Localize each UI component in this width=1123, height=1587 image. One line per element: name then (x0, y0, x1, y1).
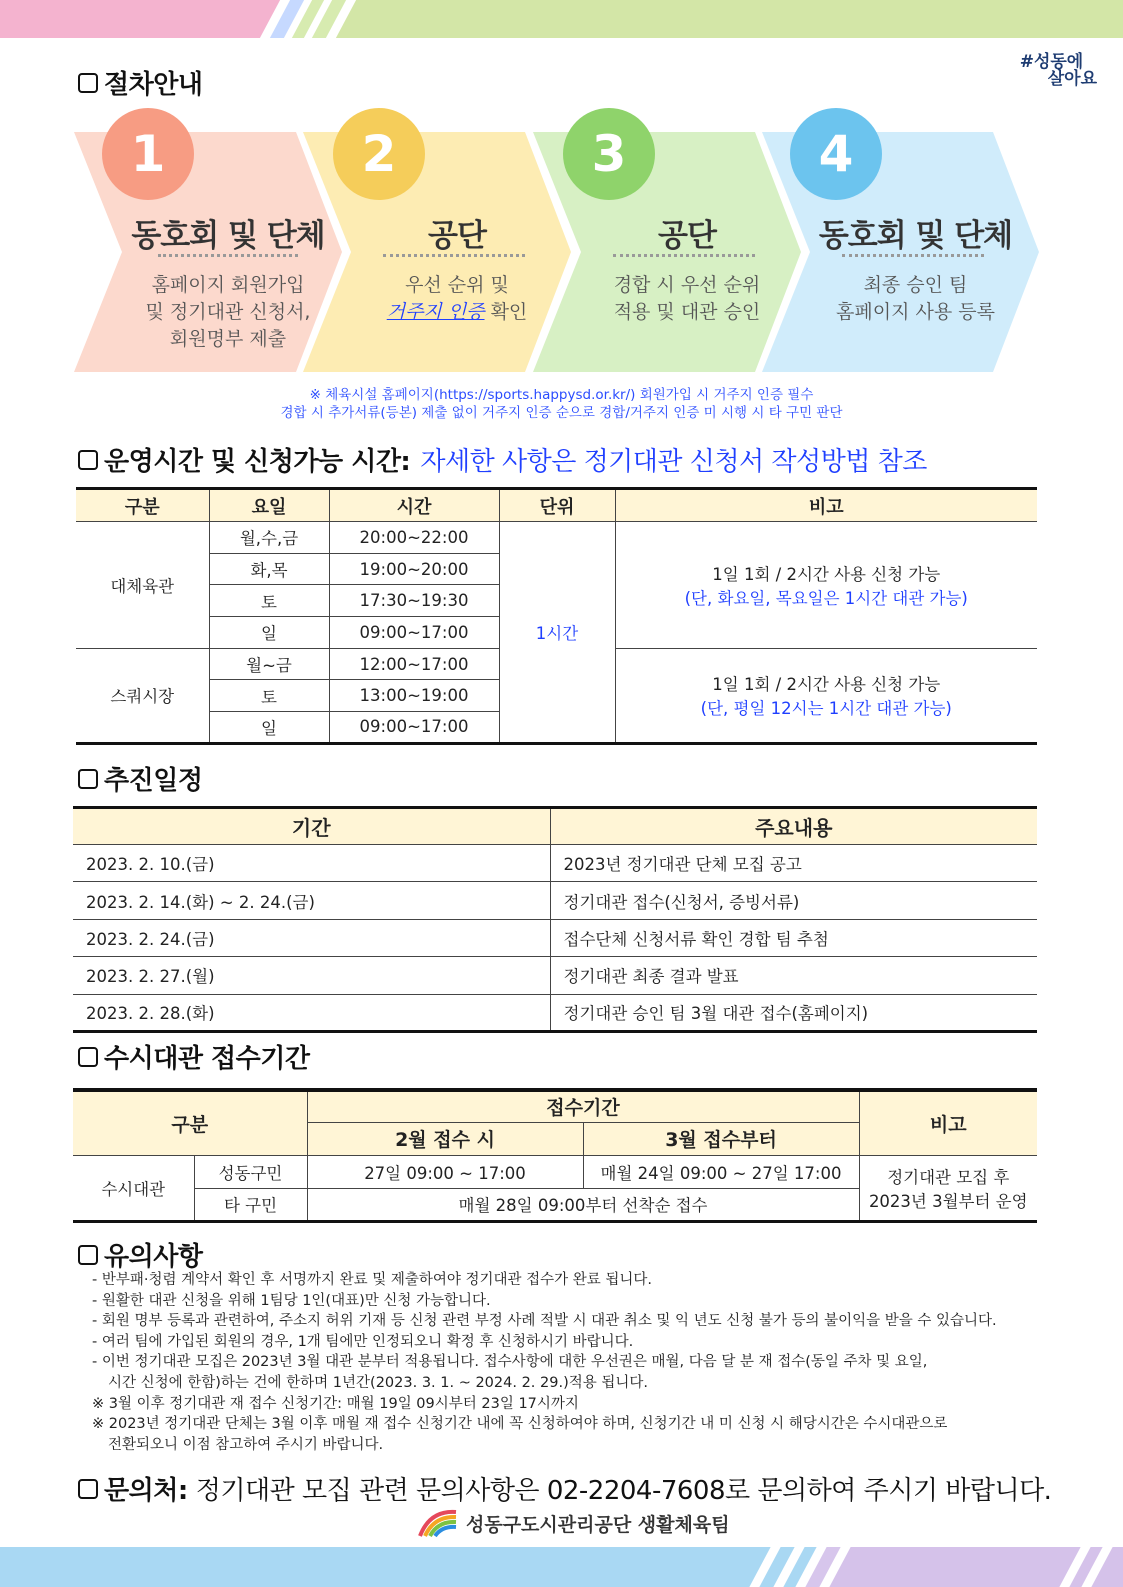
list-item: - 원활한 대관 신청을 위해 1팀당 1인(대표)만 신청 가능합니다. (92, 1292, 491, 1309)
list-item: ※ 2023년 정기대관 단체는 3월 이후 매월 재 접수 신청기간 내에 꼭 신청하여야 하며, 신청기간 내 미 신청 시 해당시간은 수시대관으로 (92, 1416, 948, 1433)
step-2-number: 2 (333, 108, 425, 200)
gym-remark: 1일 1회 / 2시간 사용 신청 가능 (단, 화요일, 목요일은 1시간 대관 가능) (615, 522, 1037, 649)
step-4-number: 4 (790, 108, 882, 200)
table-row: 화,목 19:00~20:00 (76, 553, 1037, 585)
checkbox-square-icon (78, 1245, 98, 1265)
table-row: 토 13:00~19:00 (76, 680, 1037, 712)
adhoc-remark: 정기대관 모집 후 2023년 3월부터 운영 (859, 1155, 1037, 1221)
step-2-description: 우선 순위 및 거주지 인증 확인 (386, 274, 528, 323)
step-2-actor: 공단 (428, 218, 486, 254)
step-4 (762, 125, 1039, 372)
facility-gym: 대체육관 (76, 522, 209, 649)
list-item: ※ 3월 이후 정기대관 재 접수 신청기간: 매월 19일 09시부터 23일 17시까지 (92, 1395, 579, 1412)
step-1-number: 1 (102, 108, 194, 200)
schedule-table (73, 806, 1037, 1033)
procedure-title: 절차안내 (78, 64, 202, 101)
list-item: 시간 신청에 한함)하는 건에 한하며 1년간(2023. 3. 1. ~ 2024. 2. 29.)적용 됩니다. (108, 1374, 648, 1391)
step-1-actor: 동호회 및 단체 (131, 218, 325, 254)
table-row: 타 구민 매월 28일 09:00부터 선착순 접수 (73, 1188, 1037, 1221)
cautions-title: 유의사항 (78, 1236, 202, 1273)
step-2 (303, 125, 571, 372)
unit-cell: 1시간 (499, 522, 615, 744)
footer-org: 성동구도시관리공단 생활체육팀 (416, 1508, 730, 1538)
table-row: 일 09:00~17:00 (76, 712, 1037, 744)
col-category: 구분 (76, 489, 209, 522)
step-3-number: 3 (563, 108, 655, 200)
table-row: 2023. 2. 27.(월) 정기대관 최종 결과 발표 (73, 957, 1037, 994)
contact-text: 정기대관 모집 관련 문의사항은 02-2204-7608로 문의하여 주시기 바랍니다. (195, 1476, 1052, 1506)
adhoc-title: 수시대관 접수기간 (78, 1038, 309, 1075)
step-2-divider (383, 254, 525, 257)
cautions-list (92, 1270, 997, 1455)
rainbow-logo-icon (416, 1508, 460, 1538)
col-unit: 단위 (499, 489, 615, 522)
col-category: 구분 (73, 1090, 307, 1155)
step-1 (74, 125, 342, 372)
table-row: 2023. 2. 24.(금) 접수단체 신청서류 확인 경합 팀 추첨 (73, 919, 1037, 956)
col-mar: 3월 접수부터 (583, 1122, 859, 1155)
checkbox-square-icon (78, 1479, 98, 1499)
table-row: 스쿼시장 월~금 12:00~17:00 1일 1회 / 2시간 사용 신청 가능 (단, 평일 12시는 1시간 대관 가능) (76, 648, 1037, 680)
checkbox-square-icon (78, 769, 98, 789)
step-1-divider (158, 254, 298, 257)
table-header-row (73, 1090, 1037, 1122)
col-feb: 2월 접수 시 (307, 1122, 583, 1155)
schedule-title: 추진일정 (78, 760, 202, 797)
table-row: 일 09:00~17:00 (76, 617, 1037, 649)
col-content: 주요내용 (550, 808, 1037, 845)
facility-squash: 스쿼시장 (76, 648, 209, 743)
bottom-decor-band (0, 1547, 1123, 1587)
step-3-actor: 공단 (658, 218, 716, 254)
step-4-actor: 동호회 및 단체 (818, 218, 1013, 254)
col-period: 기간 (73, 808, 550, 845)
step-3-divider (613, 254, 755, 257)
list-item: - 회원 명부 등록과 관련하여, 주소지 허위 기재 등 신청 관련 부정 사례 적발 시 대관 취소 및 익 년도 신청 불가 등의 불이익을 받을 수 있습니다. (92, 1313, 997, 1330)
list-item: - 반부패·청렴 계약서 확인 후 서명까지 완료 및 제출하여야 정기대관 접수가 완료 됩니다. (92, 1272, 653, 1288)
list-item: 전환되오니 이점 참고하여 주시기 바랍니다. (108, 1436, 384, 1453)
table-row: 2023. 2. 14.(화) ~ 2. 24.(금) 정기대관 접수(신청서, 증빙서류) (73, 882, 1037, 919)
checkbox-square-icon (78, 450, 98, 470)
other-resident-label: 타 구민 (194, 1188, 307, 1221)
col-remark: 비고 (859, 1090, 1037, 1155)
checkbox-square-icon (78, 73, 98, 93)
table-row: 대체육관 월,수,금 20:00~22:00 1시간 1일 1회 / 2시간 사용 신청 가능 (단, 화요일, 목요일은 1시간 대관 가능) (76, 522, 1037, 554)
adhoc-table (73, 1088, 1037, 1223)
adhoc-label: 수시대관 (101, 1179, 166, 1199)
step-4-divider (842, 254, 984, 257)
brand-hashtag-logo: #성동에 살아요 (1019, 52, 1097, 89)
contact-label: 문의처: (104, 1476, 188, 1506)
top-decor-band (0, 0, 1123, 38)
hours-title: 운영시간 및 신청가능 시간: 자세한 사항은 정기대관 신청서 작성방법 참조 (78, 441, 927, 478)
table-row: 2023. 2. 28.(화) 정기대관 승인 팀 3월 대관 접수(홈페이지) (73, 994, 1037, 1031)
col-time: 시간 (329, 489, 499, 522)
procedure-note: ※ 체육시설 홈페이지(https://sports.happysd.or.kr/) 회원가입 시 거주지 인증 필수 경합 시 추가서류(등본) 제출 없이 거주지 인증 순으로 경합/거주지 인증 미 시행 시 타 구민 판단 (280, 387, 843, 421)
table-row: 2023. 2. 10.(금) 2023년 정기대관 단체 모집 공고 (73, 845, 1037, 882)
step-1-description: 홈페이지 회원가입 및 정기대관 신청서, 회원명부 제출 (145, 274, 311, 350)
table-header-row (73, 808, 1037, 845)
list-item: - 이번 정기대관 모집은 2023년 3월 대관 분부터 적용됩니다. 접수사항에 대한 우선권은 매월, 다음 달 분 재 접수(동일 주차 및 요일, (92, 1354, 928, 1371)
col-day: 요일 (209, 489, 329, 522)
list-item: - 여러 팀에 가입된 회원의 경우, 1개 팀에만 인정되오니 확정 후 신청하시기 바랍니다. (92, 1333, 634, 1350)
col-remark: 비고 (615, 489, 1037, 522)
squash-remark: 1일 1회 / 2시간 사용 신청 가능 (단, 평일 12시는 1시간 대관 가능) (615, 648, 1037, 743)
procedure-steps (74, 108, 1039, 380)
table-row: 수시대관 성동구민 27일 09:00 ~ 17:00 매월 24일 09:00 ~ 27일 17:00 정기대관 모집 후 2023년 3월부터 운영 (73, 1155, 1037, 1188)
table-header-row (76, 489, 1037, 522)
col-period: 접수기간 (307, 1090, 859, 1122)
step-3 (533, 125, 801, 372)
residence-auth-link[interactable]: 거주지 인증 (386, 301, 485, 323)
checkbox-square-icon (78, 1047, 98, 1067)
hours-table (76, 487, 1037, 745)
contact-line (78, 1470, 1051, 1507)
resident-label: 성동구민 (194, 1155, 307, 1188)
step-4-description: 최종 승인 팀 홈페이지 사용 등록 (836, 274, 995, 323)
table-row: 토 17:30~19:30 (76, 585, 1037, 617)
step-3-description: 경합 시 우선 순위 적용 및 대관 승인 (613, 274, 761, 323)
